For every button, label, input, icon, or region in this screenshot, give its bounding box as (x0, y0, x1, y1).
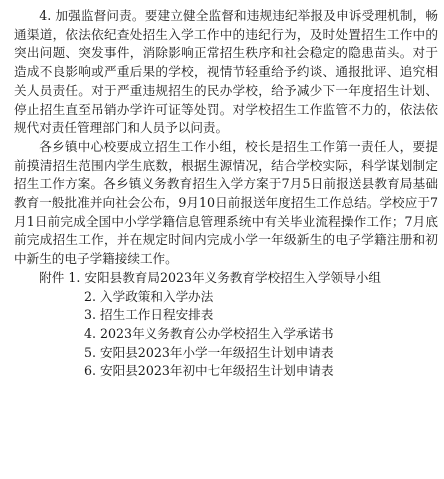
paragraph-supervision: 4. 加强监督问责。要建立健全监督和违规违纪举报及申诉受理机制，畅通渠道，依法依纪查处招生入学工作中的违纪行为，及时处置招生工作中的突出问题、突发事件，消除影响正常招生秩序和社会稳定的隐患苗头。对于造成不良影响或严重后果的学校，视情节轻重给予约谈、通报批评、追究相关人员责任。对于严重违规招生的民办学校，给予减少下一年度招生计划、停止招生直至吊销办学许可证等处罚。对学校招生工作监管不力的，依法依规代对责任管理部门和人员予以问责。 (14, 8, 438, 136)
attachments-label: 附件 (39, 269, 65, 285)
attachments-section (14, 269, 438, 381)
paragraph-township-work: 各乡镇中心校要成立招生工作小组，校长是招生工作第一责任人，要提前摸清招生范围内学生底数，根据生源情况，结合学校实际，科学谋划制定招生工作方案。各乡镇义务教育招生入学方案于7月5日前报送县教育局基础教育一般批准并向社会公布，9月10日前报送年度招生工作总结。学校应于7月1日前完成全国中小学学籍信息管理系统中有关毕业流程操作工作；7月底前完成招生工作，并在规定时间内完成小学一年级新生的电子学籍注册和初中新生的电子学籍接续工作。 (14, 138, 438, 267)
attachment-item-3: 3. 招生工作日程安排表 (84, 307, 214, 323)
attachment-item-4: 4. 2023年义务教育公办学校招生入学承诺书 (84, 325, 334, 341)
attachment-item-5: 5. 安阳县2023年小学一年级招生计划申请表 (84, 344, 334, 360)
attachment-item-1: 1. 安阳县教育局2023年义务教育学校招生入学领导小组 (68, 269, 381, 285)
attachment-item-6: 6. 安阳县2023年初中七年级招生计划申请表 (84, 363, 334, 379)
attachment-list (14, 288, 438, 382)
attachment-item-2: 2. 入学政策和入学办法 (84, 288, 214, 304)
attachment-first-line (14, 269, 438, 288)
